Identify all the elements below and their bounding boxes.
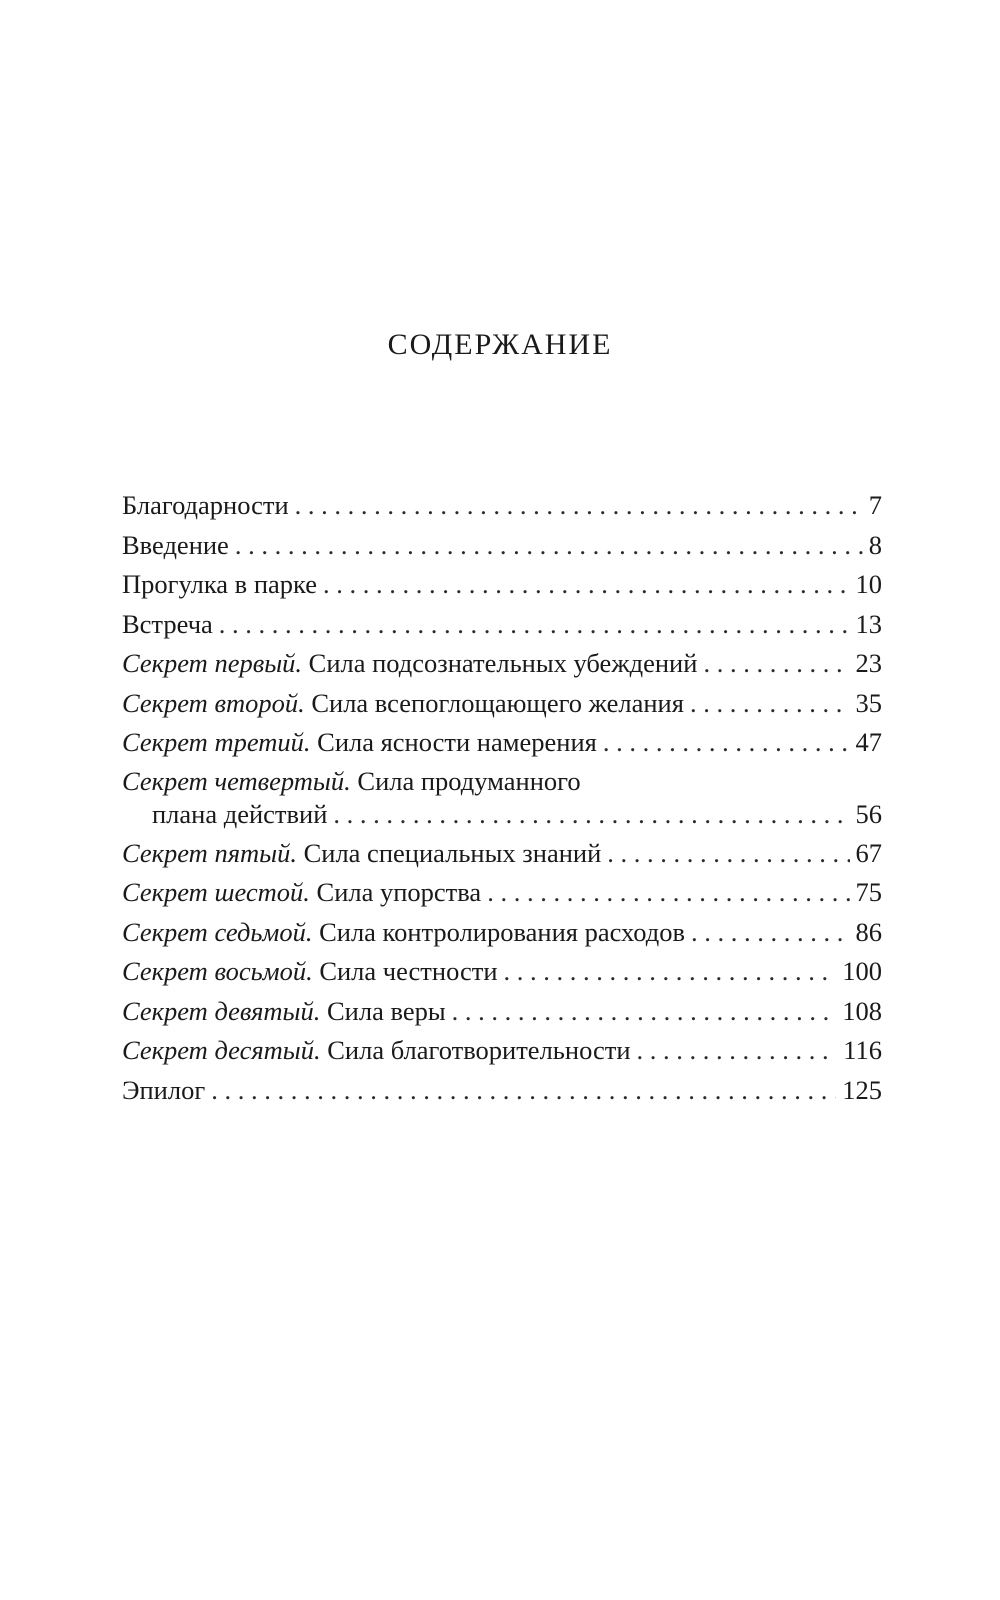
toc-page-number: 67 [855, 837, 882, 868]
dot-leader [211, 1071, 836, 1111]
toc-entry-label [122, 565, 317, 605]
dot-leader [637, 1031, 838, 1071]
toc-entry-label [122, 1031, 631, 1071]
toc-entry-text: Сила подсознательных убеждений [302, 648, 698, 678]
toc-list [122, 486, 882, 1110]
toc-entry-label [122, 913, 685, 953]
dot-leader [323, 565, 850, 605]
toc-entry-text: Сила честности [312, 956, 498, 986]
toc-entry-italic: Секрет восьмой. [122, 956, 313, 986]
toc-entry-text: Сила веры [320, 995, 446, 1026]
toc-page-number: 10 [855, 569, 882, 599]
toc-entry-continuation [122, 799, 882, 834]
toc-title: СОДЕРЖАНИЕ [387, 328, 613, 361]
dot-leader [607, 834, 849, 874]
toc-entry-text: Сила всепоглощающего желания [304, 687, 684, 718]
toc-entry-text-continued: плана действий [152, 798, 328, 829]
toc-entry-label [122, 763, 882, 799]
toc-entry [122, 723, 882, 763]
dot-leader [504, 952, 837, 992]
toc-entry-text: Благодарности [122, 490, 289, 520]
toc-entry-text: Сила контролирования расходов [312, 916, 685, 947]
toc-entry-italic: Секрет шестой. [122, 877, 310, 907]
toc-entry-italic: Секрет третий. [122, 727, 311, 757]
toc-page-number: 13 [855, 608, 882, 639]
toc-entry [122, 1031, 882, 1071]
toc-entry-label [122, 644, 697, 684]
toc-page-number: 125 [842, 1074, 882, 1105]
toc-entry-italic: Секрет девятый. [122, 995, 321, 1026]
toc-entry-text: Сила специальных знаний [296, 837, 602, 868]
dot-leader [333, 799, 849, 830]
toc-page-number: 100 [842, 956, 882, 986]
toc-entry [122, 644, 882, 684]
toc-entry [122, 952, 882, 992]
toc-entry-label [122, 526, 229, 566]
toc-page-number: 108 [842, 995, 882, 1026]
toc-page-number: 75 [855, 877, 882, 907]
toc-entry-label [122, 952, 498, 992]
toc-entry-text: Эпилог [122, 1074, 206, 1105]
toc-entry-label [122, 605, 213, 645]
toc-entry-text: Встреча [122, 608, 213, 639]
toc-entry-text: Сила упорства [309, 877, 482, 907]
toc-page-number: 7 [868, 490, 882, 520]
toc-entry-label [122, 992, 446, 1032]
toc-page-number: 35 [855, 687, 882, 718]
dot-leader [703, 644, 849, 684]
dot-leader [690, 684, 850, 724]
toc-entry [122, 605, 882, 645]
dot-leader [235, 526, 863, 566]
toc-page-number: 47 [855, 727, 882, 757]
toc-entry [122, 834, 882, 874]
dot-leader [603, 723, 850, 763]
dot-leader [487, 873, 849, 913]
toc-entry [122, 992, 882, 1032]
toc-entry-label [122, 1071, 205, 1111]
toc-entry-label [122, 684, 684, 724]
toc-entry-italic: Секрет четвертый. [122, 765, 351, 796]
toc-entry-italic: Секрет первый. [122, 648, 303, 678]
toc-entry-italic: Секрет пятый. [122, 837, 297, 868]
toc-page-number: 23 [855, 648, 882, 678]
toc-entry-italic: Секрет второй. [122, 687, 305, 718]
toc-entry-label [122, 723, 597, 763]
toc-page-number: 56 [855, 798, 882, 829]
toc-entry [122, 1071, 882, 1111]
dot-leader [452, 992, 837, 1032]
toc-page-number: 116 [843, 1035, 882, 1065]
dot-leader [691, 913, 850, 953]
toc-entry-text: Введение [122, 529, 229, 560]
toc-entry-text: Прогулка в парке [122, 569, 317, 599]
toc-entry-text: Сила благотворительности [320, 1035, 631, 1065]
toc-entry-label [122, 486, 289, 526]
toc-entry [122, 684, 882, 724]
toc-entry-label [122, 873, 481, 913]
toc-entry [122, 873, 882, 913]
toc-entry-text: Сила ясности намерения [310, 727, 597, 757]
toc-page-number: 8 [868, 529, 882, 560]
dot-leader [219, 605, 850, 645]
toc-page-number: 86 [855, 916, 882, 947]
toc-entry [122, 526, 882, 566]
toc-entry-italic: Секрет седьмой. [122, 916, 313, 947]
toc-entry [122, 486, 882, 526]
dot-leader [295, 486, 863, 526]
toc-entry-italic: Секрет десятый. [122, 1035, 321, 1065]
toc-entry [122, 763, 882, 834]
toc-entry [122, 565, 882, 605]
toc-entry-text: Сила продуманного [350, 765, 581, 796]
toc-entry [122, 913, 882, 953]
toc-entry-label [122, 834, 601, 874]
